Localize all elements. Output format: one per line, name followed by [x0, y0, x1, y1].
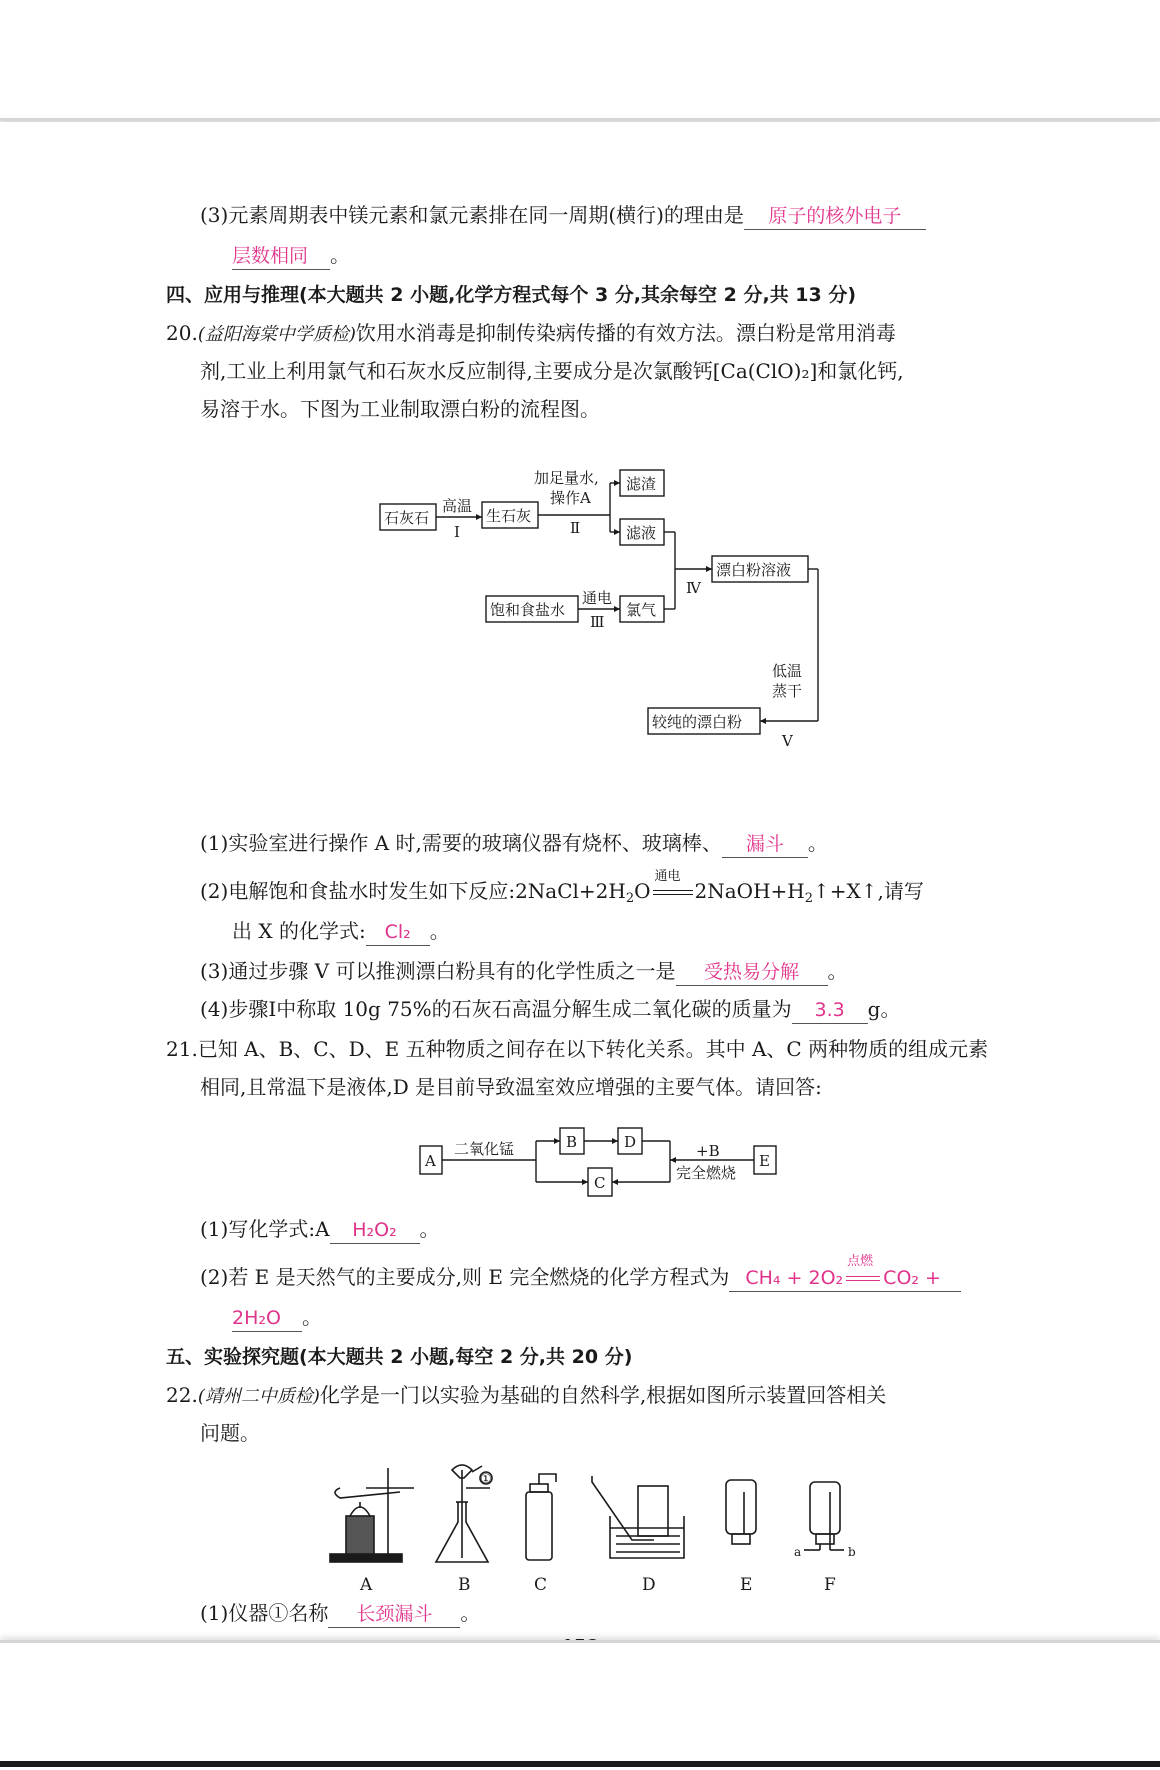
label-dry: 蒸干 [772, 682, 803, 700]
label-mno2: 二氧化锰 [454, 1140, 515, 1158]
q20-1: (1)实验室进行操作 A 时,需要的玻璃仪器有烧杯、玻璃棒、 漏斗 。 [200, 828, 828, 858]
apparatus-d [592, 1476, 684, 1558]
q20-1-answer: 漏斗 [722, 831, 808, 858]
label-low-temp: 低温 [772, 662, 803, 680]
label-port-b: b [848, 1545, 856, 1559]
q19-3-answer-a: 原子的核外电子 [744, 203, 926, 230]
label-plus-b: +B [696, 1142, 720, 1160]
q21-1-answer: H₂O₂ [330, 1217, 420, 1244]
q20-3-answer: 受热易分解 [676, 959, 828, 986]
q21-line2: 相同,且常温下是液体,D 是目前导致温室效应增强的主要气体。请回答: [200, 1075, 822, 1099]
label-port-a: a [794, 1545, 802, 1559]
q19-3-line2: 层数相同 。 [232, 240, 350, 270]
q20-line3: 易溶于水。下图为工业制取漂白粉的流程图。 [200, 397, 600, 421]
apparatus-f [804, 1482, 844, 1550]
label-chlorine: 氯气 [626, 601, 657, 619]
bottom-bar [0, 1761, 1160, 1767]
label-add-water: 加足量水, [534, 469, 599, 487]
q20-4: (4)步骤Ⅰ中称取 10g 75%的石灰石高温分解生成二氧化碳的质量为 3.3 g。 [200, 994, 900, 1024]
node-b: B [566, 1133, 578, 1151]
q21-relation-diagram [410, 1122, 790, 1212]
label-apparatus-e: E [740, 1575, 753, 1595]
bottom-shade [0, 1640, 1160, 1770]
label-bleach-solution: 漂白粉溶液 [716, 561, 792, 579]
q20-2-line2: 出 X 的化学式: Cl₂ 。 [232, 916, 450, 946]
q20-line2: 剂,工业上利用氯气和石灰水反应制得,主要成分是次氯酸钙[Ca(ClO)₂]和氯化钙, [200, 359, 904, 383]
q22-line1: 22.(靖州二中质检)化学是一门以实验为基础的自然科学,根据如图所示装置回答相关 [166, 1383, 887, 1407]
q22-1-answer: 长颈漏斗 [328, 1601, 460, 1628]
q21-1: (1)写化学式:A H₂O₂ 。 [200, 1214, 440, 1244]
q21-2-line1: (2)若 E 是天然气的主要成分,则 E 完全燃烧的化学方程式为 CH₄ + 2O₂ 点燃 CO₂ + [200, 1262, 961, 1292]
q20-4-answer: 3.3 [792, 997, 868, 1024]
q20-2-line1: (2)电解饱和食盐水时发生如下反应$:2NaCl+2H_2O$ 通电 $2NaOH+H_2↑+X↑$,请写 [200, 869, 924, 906]
node-d: D [624, 1133, 637, 1151]
label-circle-1: ① [480, 1472, 492, 1487]
node-c: C [594, 1174, 606, 1192]
label-step1: Ⅰ [454, 523, 460, 541]
label-operation-a: 操作A [550, 489, 591, 507]
label-high-temp: 高温 [442, 497, 473, 515]
q21-2-answer-b: 2H₂O [232, 1305, 302, 1332]
label-apparatus-c: C [534, 1575, 548, 1595]
label-step2: Ⅱ [570, 519, 581, 537]
q20-line1: 20.(益阳海棠中学质检)饮用水消毒是抑制传染病传播的有效方法。漂白粉是常用消毒 [166, 321, 896, 345]
q21-2-answer-a: CH₄ + 2O₂ 点燃 CO₂ + [729, 1265, 961, 1292]
label-residue: 滤渣 [626, 475, 657, 493]
label-step4: Ⅳ [686, 579, 701, 597]
equation-condition: 通电 [651, 876, 695, 906]
label-burn: 完全燃烧 [676, 1164, 737, 1182]
label-apparatus-d: D [642, 1575, 656, 1595]
label-apparatus-f: F [824, 1575, 836, 1595]
apparatus-c [526, 1474, 556, 1560]
q22-1: (1)仪器①名称 长颈漏斗 。 [200, 1598, 480, 1628]
q20-2-answer: Cl₂ [366, 919, 430, 946]
q21-2-line2: 2H₂O 。 [232, 1302, 322, 1332]
q20-3: (3)通过步骤 V 可以推测漂白粉具有的化学性质之一是 受热易分解 。 [200, 956, 848, 986]
label-step5: Ⅴ [782, 732, 793, 750]
apparatus-a [330, 1468, 414, 1562]
label-filtrate: 滤液 [626, 524, 657, 542]
label-quicklime: 生石灰 [486, 507, 532, 525]
top-shade [0, 0, 1160, 121]
section4-title: 四、应用与推理(本大题共 2 小题,化学方程式每个 3 分,其余每空 2 分,共 13 分) [166, 284, 857, 306]
document-page [0, 122, 1160, 1638]
label-electrolysis: 通电 [582, 589, 613, 607]
lab-apparatus-figure [320, 1462, 880, 1602]
label-apparatus-b: B [458, 1575, 471, 1595]
node-e: E [759, 1152, 770, 1170]
apparatus-e [726, 1480, 756, 1544]
q19-3-answer-b: 层数相同 [232, 243, 330, 270]
node-a: A [425, 1152, 436, 1170]
q19-3-line1: (3)元素周期表中镁元素和氯元素排在同一周期(横行)的理由是 原子的核外电子 [200, 200, 926, 230]
section5-title: 五、实验探究题(本大题共 2 小题,每空 2 分,共 20 分) [166, 1346, 633, 1368]
label-brine: 饱和食盐水 [490, 601, 566, 619]
label-limestone: 石灰石 [384, 509, 430, 527]
q22-line2: 问题。 [200, 1421, 260, 1445]
label-apparatus-a: A [360, 1575, 373, 1595]
q21-line1: 21.已知 A、B、C、D、E 五种物质之间存在以下转化关系。其中 A、C 两种物质的组成元素 [166, 1037, 989, 1061]
label-step3: Ⅲ [590, 613, 605, 631]
label-pure-bleach: 较纯的漂白粉 [652, 713, 743, 731]
bleach-flow-chart [370, 462, 830, 822]
